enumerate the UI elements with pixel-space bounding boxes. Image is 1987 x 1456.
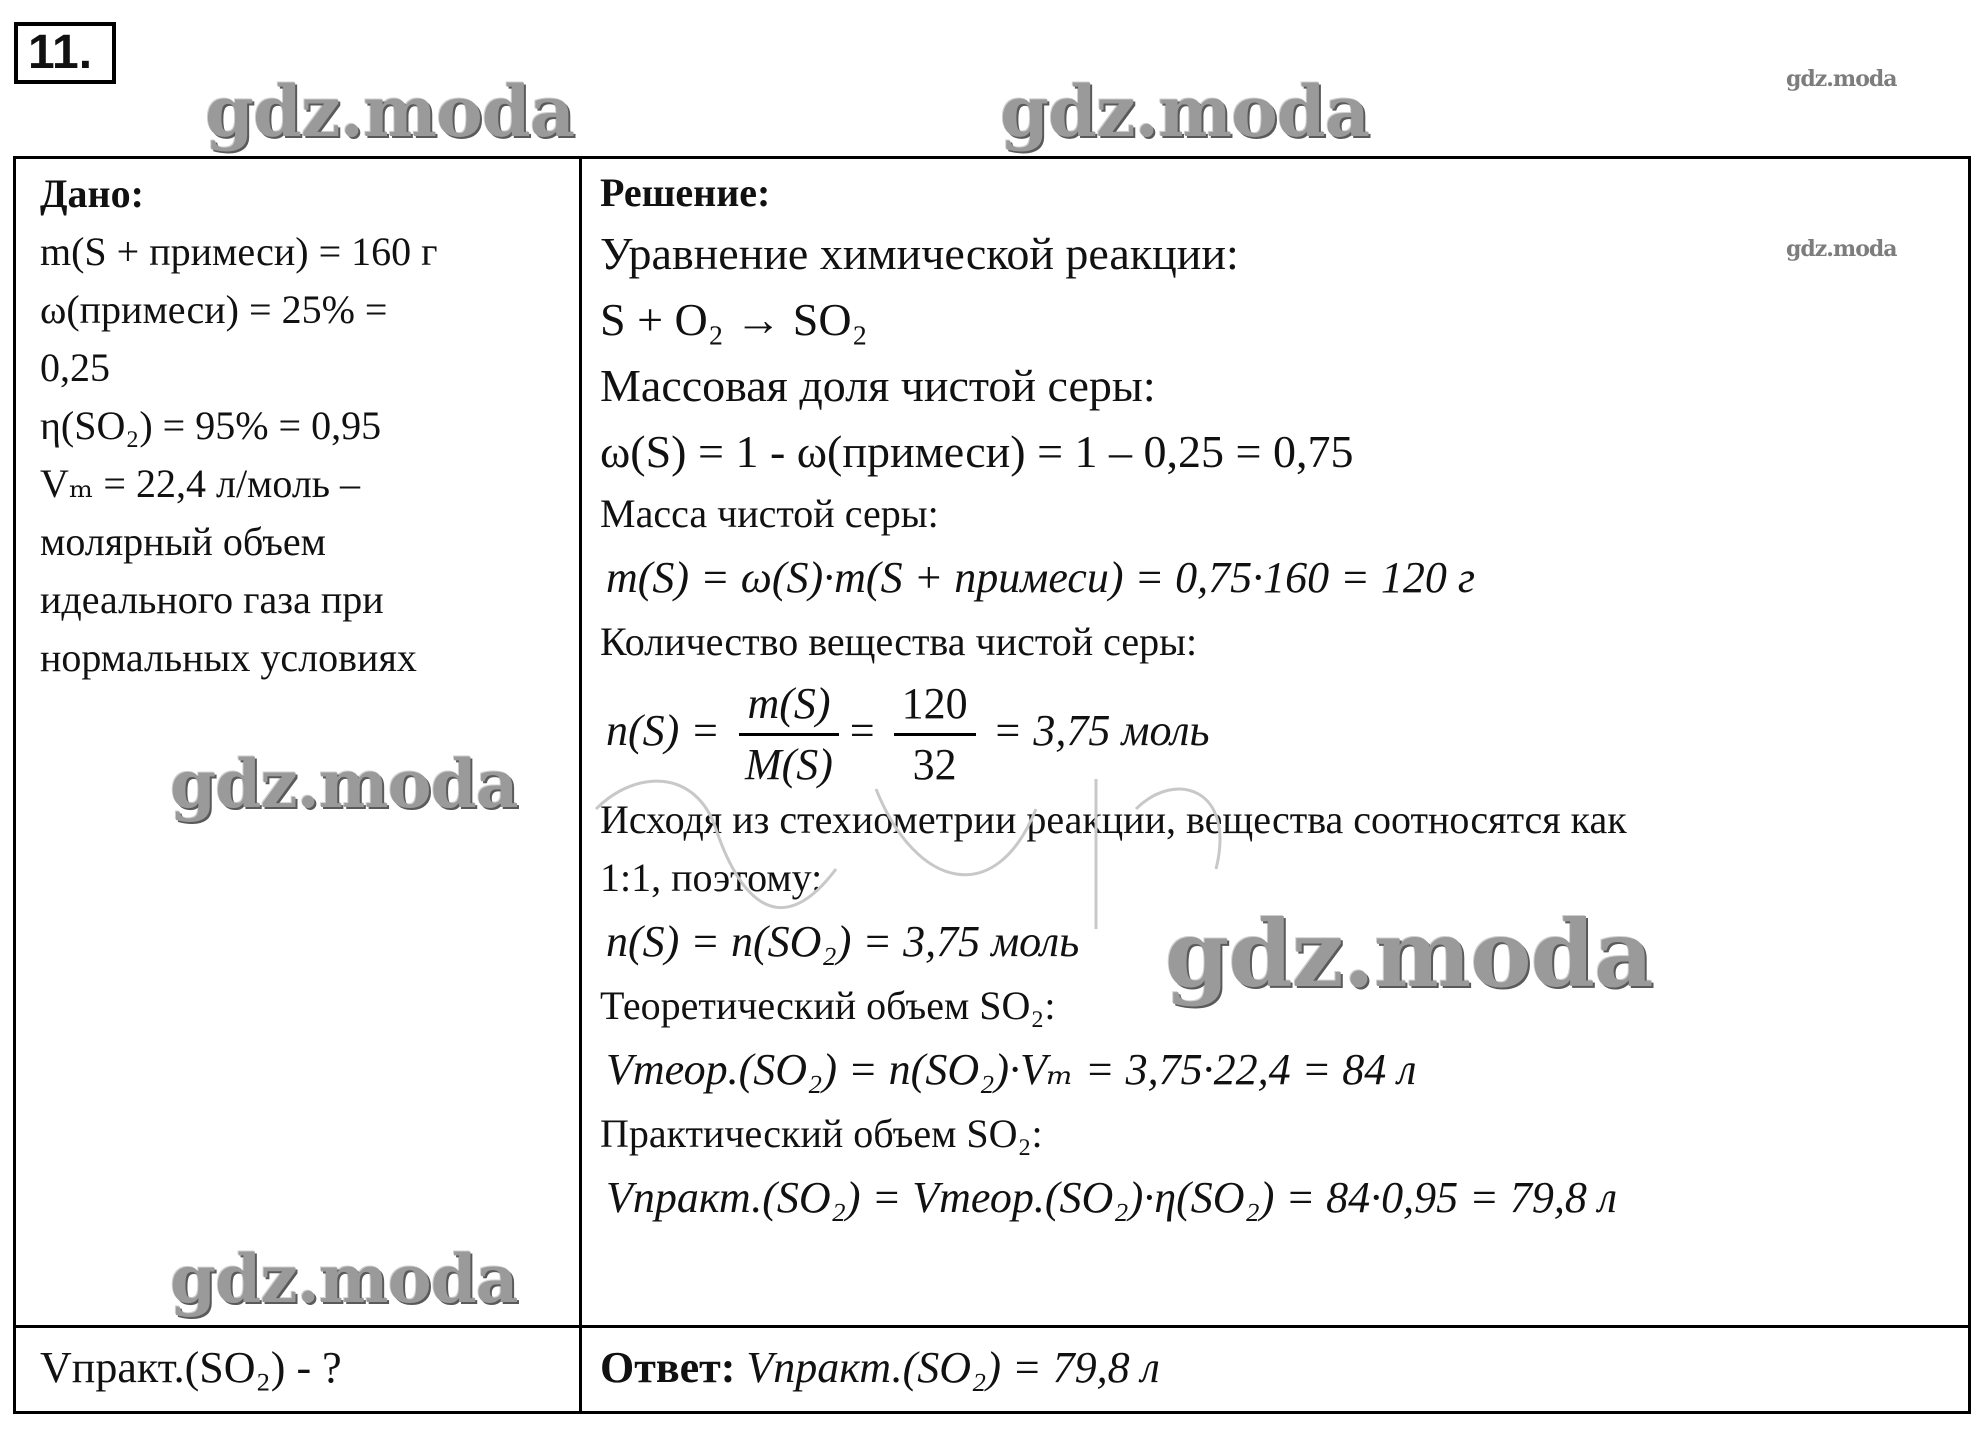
given-line: Vₘ = 22,4 л/моль –: [40, 461, 361, 506]
stoichiometry-text: Исходя из стехиометрии реакции, вещества соотносятся как: [600, 797, 1627, 842]
watermark: gdz.moda: [205, 70, 575, 153]
given-line: нормальных условиях: [40, 635, 417, 680]
watermark: gdz.moda: [170, 1240, 518, 1318]
fraction-numerator: m(S): [739, 675, 838, 736]
watermark: gdz.moda: [1786, 66, 1897, 92]
practical-volume-title: Практический объем SO₂:: [600, 1111, 1043, 1156]
given-line: m(S + примеси) = 160 г: [40, 229, 438, 274]
fraction-denominator: 32: [912, 740, 957, 790]
watermark: gdz.moda: [1786, 236, 1897, 262]
solution-header: Решение:: [600, 170, 771, 215]
task-number: 11.: [14, 22, 116, 84]
mass-title: Масса чистой серы:: [600, 491, 939, 536]
given-line: молярный объем: [40, 519, 326, 564]
fraction-numerator: 120: [894, 675, 976, 736]
mass-fraction-formula: ω(S) = 1 - ω(примеси) = 1 – 0,25 = 0,75: [600, 426, 1354, 477]
stoichiometry-text: 1:1, поэтому:: [600, 855, 823, 900]
watermark: gdz.moda: [1000, 70, 1370, 153]
given-line: η(SO₂) = 95% = 0,95: [40, 403, 382, 448]
amount-lhs: n(S) =: [606, 706, 720, 755]
given-line: ω(примеси) = 25% =: [40, 287, 388, 332]
amount-title: Количество вещества чистой серы:: [600, 619, 1198, 664]
theoretical-volume-title: Теоретический объем SO₂:: [600, 983, 1056, 1028]
stoichiometry-formula: n(S) = n(SO₂) = 3,75 моль: [606, 917, 1080, 966]
theoretical-volume-formula: Vтеор.(SO₂) = n(SO₂)·Vₘ = 3,75·22,4 = 84 л: [606, 1045, 1417, 1094]
answer-row: [600, 1333, 1160, 1403]
equation-title: Уравнение химической реакции:: [600, 228, 1239, 279]
given-line: идеального газа при: [40, 577, 384, 622]
answer-value: Vпракт.(SO₂) = 79,8 л: [746, 1343, 1160, 1392]
mass-fraction-title: Массовая доля чистой серы:: [600, 360, 1156, 411]
watermark: gdz.moda: [170, 745, 518, 823]
solution-section: [600, 165, 1950, 1233]
given-line: 0,25: [40, 345, 110, 390]
mass-formula: m(S) = ω(S)·m(S + примеси) = 0,75·160 = 120 г: [606, 553, 1476, 602]
reaction-equation: S + O₂ → SO₂: [600, 294, 868, 345]
fraction-denominator: M(S): [745, 740, 833, 790]
given-header: Дано:: [40, 171, 144, 216]
answer-label: Ответ:: [600, 1343, 736, 1392]
given-section: [40, 165, 570, 687]
amount-result: = 3,75 моль: [992, 706, 1210, 755]
row-divider: [16, 1325, 1968, 1328]
find-quantity: Vпракт.(SO₂) - ?: [40, 1343, 342, 1392]
watermark: gdz.moda: [1165, 900, 1653, 1008]
practical-volume-formula: Vпракт.(SO₂) = Vтеор.(SO₂)·η(SO₂) = 84·0,95 = 79,8 л: [606, 1173, 1618, 1222]
amount-formula: n(S) = $\frac{m(S)}{M(S)}$ = $\frac{120}{32}$ = 3,75 моль: [600, 671, 1950, 791]
